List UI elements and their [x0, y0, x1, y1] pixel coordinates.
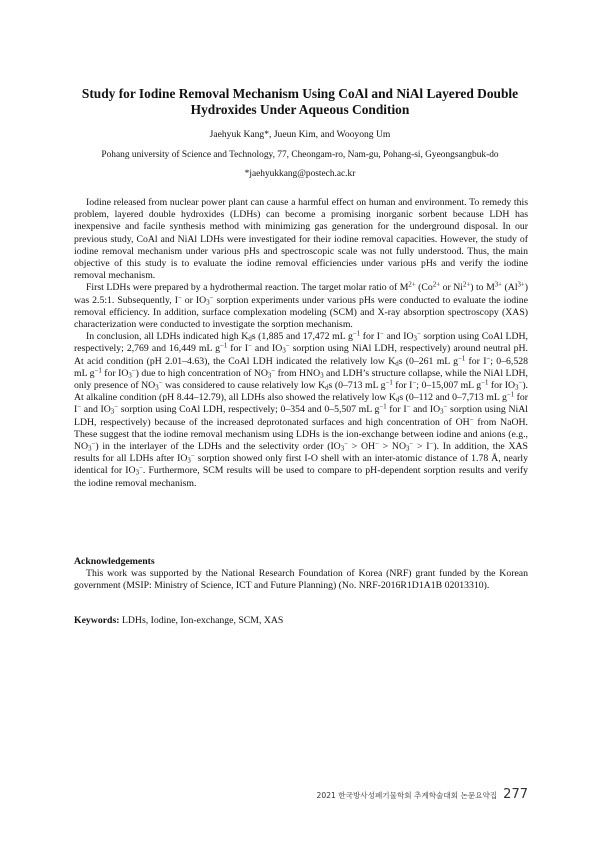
superscript: −: [91, 440, 96, 448]
subscript: d: [248, 335, 252, 343]
superscript: −: [190, 452, 195, 460]
text-run: ) due to high concentration of NO: [135, 367, 268, 379]
text-run: ). At alkaline condition (pH 8.44–12.79), all LDHs also showed the relatively low K: [74, 380, 528, 404]
subscript: 3: [128, 372, 132, 380]
superscript: 2+: [432, 281, 441, 289]
superscript: −: [177, 294, 182, 302]
text-run: s (1,885 and 17,472 mL g: [251, 331, 353, 343]
text-run: (Co: [415, 282, 433, 294]
abstract-paragraph: [74, 282, 528, 331]
text-run: ; 0–15,007 mL g: [416, 380, 482, 392]
superscript: −: [469, 416, 474, 424]
subscript: d: [325, 384, 329, 392]
affiliation: Pohang university of Science and Technology, 77, Cheongam-ro, Nam-gu, Pohang-si, Gyeongsangbuk-do: [101, 150, 499, 160]
title-line-1: Study for Iodine Removal Mechanism Using CoAl and NiAl Layered Double: [81, 86, 519, 101]
text-run: for I: [392, 380, 413, 392]
superscript: −: [131, 367, 136, 375]
superscript: −1: [352, 330, 361, 338]
text-run: sorption using CoAl LDH, respectively; 2,769 and 16,449 mL g: [74, 331, 528, 355]
text-run: sorption experiments under various pHs were conducted to evaluate the iodine removal efficiency. In addition, surface complexation modeling (SCM) and X-ray absorption spectroscopy (XAS) characterization were conducted to investigate the sorption mechanism.: [74, 294, 528, 331]
superscript: −1: [379, 403, 387, 411]
superscript: −1: [458, 355, 466, 363]
superscript: −: [209, 294, 214, 302]
superscript: −: [443, 403, 448, 411]
subscript: 3: [340, 445, 345, 453]
superscript: 2+: [462, 281, 471, 289]
subscript: 3: [88, 445, 92, 453]
superscript: −: [518, 379, 523, 387]
text-run: ) to M: [470, 282, 495, 294]
text-run: for I: [227, 343, 248, 355]
text-run: and LDH’s structure collapse, while the NiAl LDH, only presence of NO: [74, 367, 528, 392]
text-run: for I: [74, 392, 529, 416]
superscript: 3+: [494, 281, 502, 289]
subscript: 3: [282, 347, 286, 355]
superscript: −: [139, 464, 143, 472]
superscript: −: [375, 440, 379, 448]
text-run: for I: [386, 404, 407, 416]
superscript: −: [406, 403, 411, 411]
text-run: > I: [413, 441, 430, 453]
superscript: −: [271, 367, 276, 375]
abstract-body: [74, 197, 528, 490]
superscript: −: [416, 330, 421, 338]
text-run: and IO: [251, 343, 283, 355]
paper-title: [60, 86, 540, 118]
text-run: sorption showed only first I-O shell with an inter-atomic distance of 1.78 Å, nearly identical for IO: [74, 453, 528, 477]
superscript: −: [409, 440, 414, 448]
text-run: for I: [465, 355, 487, 367]
subscript: 3: [267, 372, 272, 380]
text-run: s (0–112 and 0–7,713 mL g: [399, 392, 507, 404]
text-run: for IO: [101, 367, 129, 379]
title-line-2: Hydroxides Under Aqueous Condition: [190, 102, 410, 117]
subscript: d: [395, 360, 399, 368]
superscript: −: [158, 379, 163, 387]
subscript: 3: [440, 408, 444, 416]
text-run: ). In addition, the XAS results for all LDHs after IO: [74, 441, 528, 465]
text-run: ) was 2.5:1. Subsequently, I: [74, 282, 529, 306]
subscript: 3: [515, 384, 519, 392]
keywords-text: LDHs, Iodine, Ion-exchange, SCM, XAS: [121, 615, 284, 626]
superscript: −1: [220, 342, 228, 350]
text-run: from NaOH. These suggest that the iodine removal mechanism using LDHs is the ion-exchange between iodine and anions (e.g., NO: [74, 416, 528, 453]
superscript: −1: [481, 379, 489, 387]
text-run: sorption using NiAl LDH, respectively) around neutral pH. At acid condition (pH 2.01–4.63), the CoAl LDH indicated the relatively low K: [74, 343, 528, 367]
text-run: > NO: [378, 441, 407, 453]
keywords-label: Keywords:: [74, 615, 120, 626]
subscript: 3: [135, 469, 139, 477]
superscript: −: [380, 330, 384, 338]
superscript: −1: [385, 379, 393, 387]
subscript: d: [395, 396, 400, 404]
text-run: > OH: [347, 441, 376, 453]
superscript: 2+: [408, 281, 416, 289]
text-run: ; 0–6,528 mL g: [74, 355, 528, 379]
proceedings-name: 2021 한국방사성폐기물학회 추계학술대회 논문요약집: [316, 791, 498, 800]
text-run: s (0–713 mL g: [328, 380, 386, 392]
acknowledgements-section: [74, 556, 528, 593]
superscript: 3+: [517, 281, 525, 289]
corresponding-email: *jaehyukkang@postech.ac.kr: [244, 169, 356, 179]
superscript: −: [412, 379, 417, 387]
text-run: or IO: [181, 294, 207, 306]
text-run: for I: [360, 331, 380, 343]
superscript: −1: [506, 391, 515, 399]
superscript: −: [285, 342, 290, 350]
subscript: 3: [206, 299, 210, 307]
text-run: and IO: [81, 404, 111, 416]
subscript: 3: [110, 408, 115, 416]
text-run: and IO: [410, 404, 441, 416]
abstract-paragraph: [74, 331, 528, 490]
superscript: −: [429, 440, 434, 448]
superscript: −: [247, 342, 252, 350]
author-list: Jaehyuk Kang*, Jueun Kim, and Wooyong Um: [209, 129, 391, 140]
acknowledgements-text: This work was supported by the National Research Foundation of Korea (NRF) grant funded by the Korean government (MSIP: Ministry of Science, ICT and Future Planning) (No. NRF-2016R1D1A1B 02013310).: [74, 568, 528, 592]
text-run: from HNO: [275, 367, 321, 379]
subscript: 3: [413, 335, 417, 343]
text-run: (Al: [502, 282, 518, 294]
superscript: −: [486, 355, 491, 363]
text-run: s (0–261 mL g: [398, 355, 459, 367]
text-run: for IO: [488, 380, 516, 392]
acknowledgements-heading: Acknowledgements: [74, 556, 155, 567]
text-run: and IO: [383, 331, 414, 343]
keywords-line: [74, 615, 528, 627]
text-run: was considered to cause relatively low K: [162, 380, 326, 392]
text-run: In conclusion, all LDHs indicated high K: [86, 331, 249, 343]
text-run: ) in the interlayer of the LDHs and the selectivity order (IO: [95, 441, 341, 453]
text-run: or Ni: [440, 282, 463, 294]
page-footer: [317, 787, 528, 802]
subscript: 3: [187, 457, 191, 465]
abstract-paragraph: [74, 197, 528, 282]
text-run: . Furthermore, SCM results will be used to compare to pH-dependent sorption results and verify the iodine removal mechanism.: [74, 465, 528, 489]
text-run: First LDHs were prepared by a hydrothermal reaction. The target molar ratio of M: [86, 282, 409, 294]
text-run: Iodine released from nuclear power plant can cause a harmful effect on human and environment. To remedy this problem, layered double hydroxides (LDHs) can become a promising inorganic sorbent because LDH has inexpensive and facile synthesis method with minimizing gas generation for the underground disposal. In our previous study, CoAl and NiAl LDHs were investigated for their iodine removal capacities. However, the study of iodine removal mechanism under various pHs and spectroscopic scale was not fully understood. Thus, the main objective of this study is to evaluate the iodine removal efficiencies under various pHs and verify the iodine removal mechanism.: [74, 197, 528, 282]
text-run: sorption using NiAl LDH, respectively) because of the increased deprotonated surfaces and high concentration of OH: [74, 404, 528, 428]
superscript: −: [344, 440, 348, 448]
subscript: 3: [406, 445, 410, 453]
superscript: −: [114, 403, 119, 411]
subscript: 3: [155, 384, 159, 392]
superscript: −1: [94, 367, 102, 375]
subscript: 3: [320, 372, 324, 380]
page-number: 277: [503, 787, 528, 802]
superscript: −: [77, 403, 82, 411]
text-run: sorption using CoAl LDH, respectively; 0–354 and 0–5,507 mL g: [118, 404, 380, 416]
